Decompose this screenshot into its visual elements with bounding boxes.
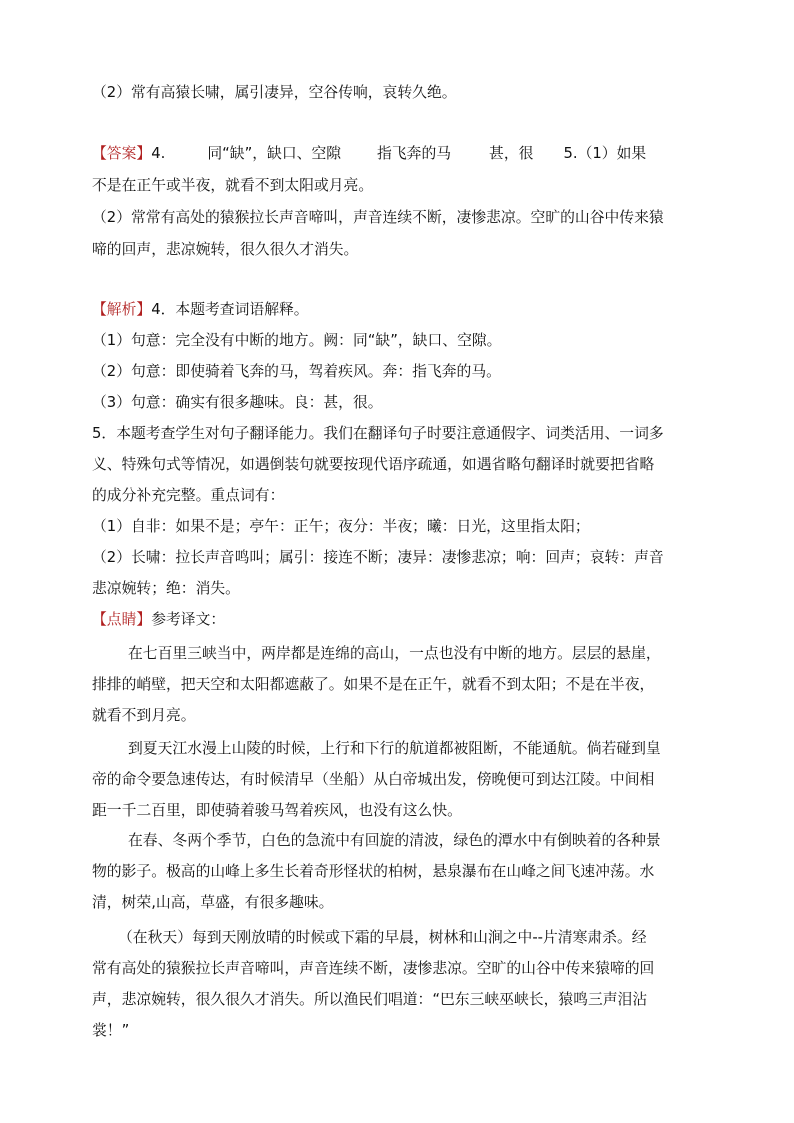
answer-4-number: 4. [151, 145, 166, 162]
translation-p3-line-3: 清，树荣,山高，草盛，有很多趣味。 [92, 894, 334, 911]
translation-p3-line-2: 物的影子。极高的山峰上多生长着奇形怪状的柏树，悬泉瀑布在山峰之间飞速冲荡。水 [92, 863, 655, 880]
note-label: 参考译文： [151, 611, 226, 628]
translation-p2-line-2: 帝的命令要急速传达，有时候清早（坐船）从白帝城出发，傍晚便可到达江陵。中间相 [92, 771, 655, 788]
translation-p4-line-2: 常有高处的猿猴拉长声音啼叫，声音连续不断，凄惨悲凉。空旷的山谷中传来猿啼的回 [92, 960, 655, 977]
analysis-intro: 4．本题考查词语解释。 [151, 301, 309, 318]
analysis-line-10: 悲凉婉转；绝：消失。 [92, 580, 240, 597]
analysis-tag: 【解析】 [92, 301, 152, 318]
answer-line-1 [92, 139, 712, 169]
note-line-1 [92, 605, 712, 635]
answer-5-start: 5.（1）如果 [563, 145, 647, 162]
translation-p4-line-3: 声，悲凉婉转，很久很久才消失。所以渔民们唱道：“巴东三峡巫峡长，猿鸣三声泪沾 [92, 991, 648, 1008]
analysis-line-8: （1）自非：如果不是；亭午：正午；夜分：半夜；曦：日光，这里指太阳； [92, 518, 590, 535]
translation-p3-line-1: 在春、冬两个季节，白色的急流中有回旋的清波，绿色的潭水中有倒映着的各种景 [128, 832, 661, 849]
translation-p1-line-1: 在七百里三峡当中，两岸都是连绵的高山，一点也没有中断的地方。层层的悬崖， [128, 645, 661, 662]
answer-4-1: 同“缺”，缺口、空隙 [207, 145, 342, 162]
answer-line-3: （2）常常有高处的猿猴拉长声音啼叫，声音连续不断，凄惨悲凉。空旷的山谷中传来猿 [92, 209, 664, 226]
answer-line-4: 啼的回声，悲凉婉转，很久很久才消失。 [92, 241, 359, 258]
translation-p1-line-2: 排排的峭壁，把天空和太阳都遮蔽了。如果不是在正午，就看不到太阳；不是在半夜， [92, 676, 655, 693]
translation-p2-line-1: 到夏天江水漫上山陵的时候，上行和下行的航道都被阻断，不能通航。倘若碰到皇 [128, 740, 661, 757]
analysis-line-2: （1）句意：完全没有中断的地方。阙：同“缺”，缺口、空隙。 [92, 332, 502, 349]
analysis-line-3: （2）句意：即使骑着飞奔的马，驾着疾风。奔：指飞奔的马。 [92, 363, 501, 380]
analysis-line-6: 义、特殊句式等情况，如遇倒装句就要按现代语序疏通，如遇省略句翻译时就要把省略 [92, 456, 655, 473]
question-2-line: （2）常有高猿长啸，属引凄异，空谷传响，哀转久绝。 [92, 84, 457, 101]
analysis-line-4: （3）句意：确实有很多趣味。良：甚，很。 [92, 394, 383, 411]
answer-4-3: 甚，很 [489, 145, 534, 162]
analysis-line-7: 的成分补充完整。重点词有： [92, 487, 285, 504]
answer-line-2: 不是在正午或半夜，就看不到太阳或月亮。 [92, 177, 374, 194]
answer-tag: 【答案】 [92, 145, 152, 162]
translation-p2-line-3: 距一千二百里，即使骑着骏马驾着疾风，也没有这么快。 [92, 802, 462, 819]
answer-4-2: 指飞奔的马 [377, 145, 452, 162]
translation-p4-line-4: 裳！” [92, 1022, 130, 1039]
note-tag: 【点睛】 [92, 611, 152, 628]
analysis-line-1 [92, 295, 712, 325]
translation-p1-line-3: 就看不到月亮。 [92, 707, 196, 724]
analysis-line-9: （2）长啸：拉长声音鸣叫；属引：接连不断；凄异：凄惨悲凉；响：回声；哀转：声音 [92, 549, 664, 566]
analysis-line-5: 5．本题考查学生对句子翻译能力。我们在翻译句子时要注意通假字、词类活用、一词多 [92, 425, 664, 442]
translation-p4-line-1: （在秋天）每到天刚放晴的时候或下霜的早晨，树林和山涧之中--片清寒肃杀。经 [118, 929, 647, 946]
